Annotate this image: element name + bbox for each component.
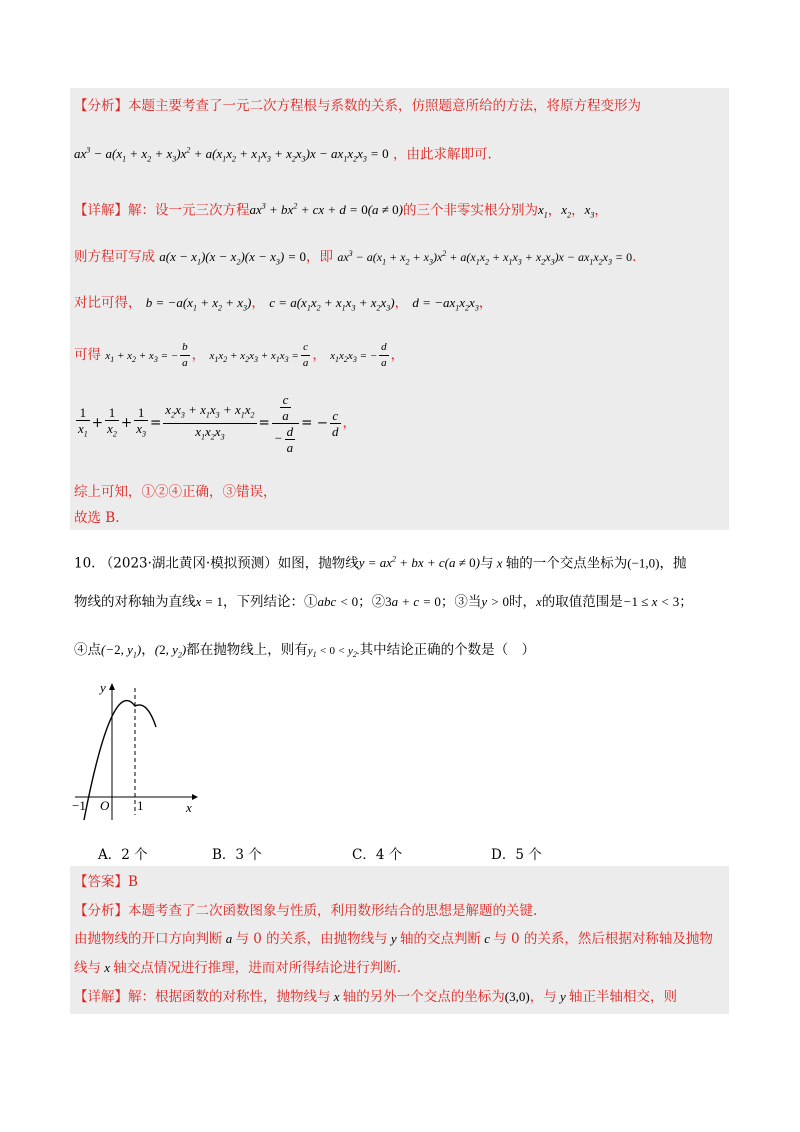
detail-line2-mid: ，即 xyxy=(306,249,334,265)
question10-line-2: 物线的对称轴为直线x = 1，下列结论：①abc < 0；②3a + c = 0；③当y > 0时，x的取值范围是−1 ≤ x < 3； xyxy=(74,594,693,610)
parabola-curve xyxy=(84,701,156,820)
q10-l2c: ；② xyxy=(358,594,386,610)
detail-line2-pre: 则方程可写成 xyxy=(74,249,155,265)
detail2-tag: 【详解】 xyxy=(74,989,128,1005)
option-d: D．5 个 xyxy=(491,847,542,863)
conclusion-line: 综上可知，①②④正确，③错误， xyxy=(74,484,277,500)
a2-l2c: 轴的交点判断 xyxy=(399,931,481,947)
reciprocal-sum: $\frac{1}{x_1}$ + $\frac{1}{x_2}$ + $\frac{1}{x_3}$ = $\frac{x_2x_3 + x_1x_3 + x_1x_2}{x_1x_2x_3}$ = $\frac{c}{a}$ − $\frac{d}{a}$ = − $\frac{c}{d}$ ， xyxy=(78,392,357,455)
detail-line-3: 对比可得， $b = -a(x_1 + x_2 + x_3)$， $c = a(x_1x_2 + x_1x_3 + x_2x_3)$， $d = -ax_1x_2x_3$， xyxy=(74,295,493,313)
question10-number: 10. xyxy=(74,555,96,572)
detail-intro: 解：设一元三次方程 xyxy=(128,202,250,219)
x-axis-label: x xyxy=(186,800,192,815)
y-axis-label: y xyxy=(100,680,106,695)
minus-one-label: −1 xyxy=(72,798,86,813)
a2-l2d: 与 0 的关系，然后根据对称轴及抛物 xyxy=(493,931,713,947)
analysis-text: 本题主要考查了一元二次方程根与系数的关系，仿照题意所给的方法，将原方程变形为 xyxy=(128,98,641,114)
detail-line-4: 可得 $x_1 + x_2 + x_3$ = − $\frac{b}{a}$ ， $x_1x_2 + x_2x_3 + x_1x_3$ = $\frac{c}{a}$ ， $x_1x_2x_3$ = − $\frac{d}{a}$ ， xyxy=(74,341,405,369)
transformed-equation: $ax^3 - a(x_1 + x_2 + x_3)x^2 + a(x_1x_2 + x_1x_3 + x_2x_3)x - ax_1x_2x_3 = 0$ ，由此求解即可. xyxy=(74,146,492,164)
a2-l2b: 与 0 的关系，由抛物线与 xyxy=(235,931,388,947)
d2-a: 解：根据函数的对称性，抛物线与 xyxy=(128,989,331,1005)
option-a: A．2 个 xyxy=(98,847,148,863)
origin-label: O xyxy=(100,798,110,813)
d2-d: 轴正半轴相交，则 xyxy=(568,989,677,1005)
option-c: C．4 个 xyxy=(352,847,403,863)
q10-t3: ，抛 xyxy=(659,555,687,572)
detail-intro-line: 【详解】解：设一元三次方程$ax^3 + bx^2$ + cx + d = 0(a ≠ 0)的三个非零实根分别为$x_1$，$x_2$，$x_3$， xyxy=(74,202,608,220)
q10-t2: 轴的一个交点坐标为 xyxy=(505,555,628,572)
detail-line3-pre: 对比可得， xyxy=(74,295,142,311)
d2-c: ，与 xyxy=(529,989,557,1005)
q10-l2a: 物线的对称轴为直线 xyxy=(74,594,196,610)
analysis2-text: 本题考查了二次函数图象与性质，利用数形结合的思想是解题的关键. xyxy=(128,903,538,919)
answer-value: B xyxy=(128,874,138,890)
answer-tag-line xyxy=(74,872,138,892)
analysis-suffix: ，由此求解即可. xyxy=(392,146,492,163)
analysis2-line-3: 线与 x 轴交点情况进行推理，进而对所得结论进行判断. xyxy=(74,960,402,976)
a2-l3a: 线与 xyxy=(74,960,101,976)
analysis2-tag: 【分析】 xyxy=(74,903,128,919)
q10-l3d: 其中结论正确的个数是（ ） xyxy=(359,642,536,658)
q10-t1: 与 xyxy=(479,555,494,572)
a2-l2a: 由抛物线的开口方向判断 xyxy=(74,931,223,947)
detail-line-2: 则方程可写成 $a(x - x_1)(x - x_2)(x - x_3) = 0$，即 $ax^3 - a(x_1 + x_2 + x_3)x^2 + a(x_1x_2 + x_1x_3 + x_2x_3)x - ax_1x_2x_3 = 0$. xyxy=(74,249,637,267)
detail-roots-text: 的三个非零实根分别为 xyxy=(403,202,538,219)
detail2-line: 【详解】解：根据函数的对称性，抛物线与 x 轴的另外一个交点的坐标为(3,0)，与 y 轴正半轴相交，则 xyxy=(74,989,677,1005)
q10-l2f: 的取值范围是 xyxy=(541,594,623,610)
q10-l2e: 时， xyxy=(508,594,536,610)
d2-b: 轴的另外一个交点的坐标为 xyxy=(342,989,505,1005)
q10-l2d: ；③当 xyxy=(440,594,482,610)
option-b: B．3 个 xyxy=(212,847,262,863)
answer-tag: 【答案】 xyxy=(74,874,128,890)
x-axis-arrow xyxy=(192,794,198,800)
detail-tag: 【详解】 xyxy=(74,202,128,219)
question10-line-3: ④点(−2, $y_1$)，(2, $y_2$)都在抛物线上，则有$y_1 < 0 < y_2$.其中结论正确的个数是（ ） xyxy=(74,642,536,660)
parabola-graph xyxy=(70,680,200,830)
one-label: 1 xyxy=(137,798,144,813)
q10-l3c: 都在抛物线上，则有 xyxy=(186,642,308,658)
analysis2-line-1 xyxy=(74,901,537,921)
q10-l3b: ， xyxy=(141,642,155,658)
q10-l3a: ④点 xyxy=(74,642,101,658)
analysis-line xyxy=(74,96,641,116)
detail-line4-pre: 可得 xyxy=(74,347,101,363)
question10-line-1: 10. （2023·湖北黄冈·模拟预测）如图，抛物线$y = ax^2$ + bx + c(a ≠ 0)与 x 轴的一个交点坐标为(−1,0)，抛 xyxy=(74,555,687,572)
analysis2-line-2: 由抛物线的开口方向判断 a 与 0 的关系，由抛物线与 y 轴的交点判断 c 与 0 的关系，然后根据对称轴及抛物 xyxy=(74,931,713,947)
analysis-tag: 【分析】 xyxy=(74,98,128,114)
question10-source: （2023·湖北黄冈·模拟预测）如图，抛物线 xyxy=(99,555,359,572)
q10-l2b: ，下列结论：① xyxy=(223,594,318,610)
y-axis-arrow xyxy=(109,683,115,690)
a2-l3b: 轴交点情况进行推理，进而对所得结论进行判断. xyxy=(113,960,402,976)
answer-line: 故选 B. xyxy=(74,510,120,526)
